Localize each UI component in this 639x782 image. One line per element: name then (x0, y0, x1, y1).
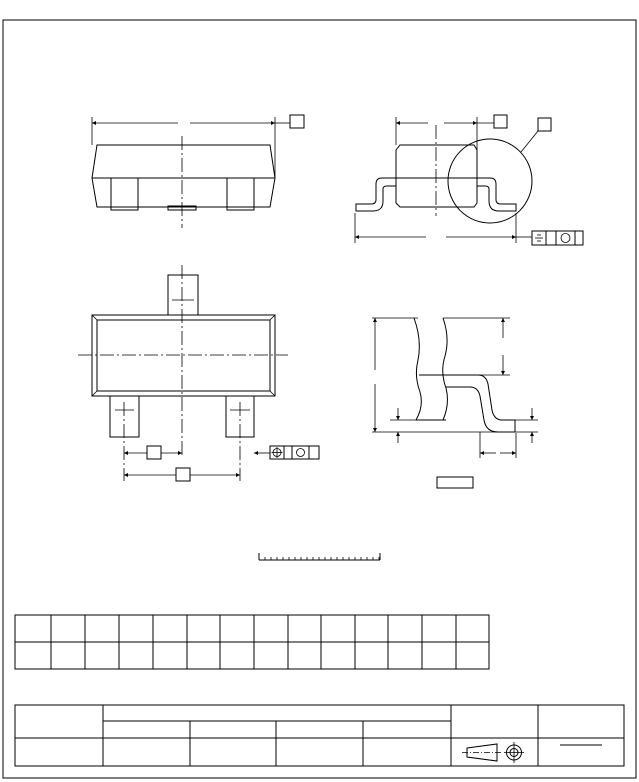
detail-lead (446, 375, 515, 432)
side-lead-right (477, 178, 516, 211)
detail-body-break-right (443, 318, 448, 420)
pitch-dim-label-box (147, 446, 161, 459)
dimension-table (15, 615, 489, 669)
top-body-corner-tr (270, 315, 275, 320)
first-angle-projection-icon (462, 742, 524, 763)
double-pitch-dim-label-box (176, 468, 190, 481)
detail-callout-circle (448, 139, 532, 223)
side-top-dim-label-box (494, 115, 507, 128)
top-view (78, 265, 319, 481)
position-icon (272, 447, 283, 458)
front-dim-label-box (290, 115, 304, 128)
title-block (15, 705, 624, 766)
front-lead-right (227, 178, 254, 210)
front-view (92, 115, 304, 228)
top-body-corner-tl (92, 315, 97, 320)
top-body-corner-br (270, 391, 275, 396)
top-body-outer (92, 315, 275, 396)
symmetry-icon (535, 235, 543, 241)
top-lead-upper (168, 275, 198, 315)
detail-callout-label-box (538, 118, 551, 131)
scale-bar (259, 553, 380, 560)
material-condition-circle-icon (561, 234, 570, 243)
side-body-outline (396, 145, 477, 207)
front-body-outline (92, 145, 275, 207)
symmetry-tolerance-frame (532, 231, 583, 245)
front-lead-left (111, 178, 138, 210)
side-view (355, 115, 583, 245)
material-condition-circle-icon (297, 449, 305, 457)
top-body-inner (97, 320, 270, 391)
side-lead-left (356, 178, 396, 211)
sheet-border (3, 20, 636, 778)
lead-detail-view (372, 318, 538, 488)
detail-callout-leader (521, 131, 538, 152)
top-body-corner-bl (92, 391, 97, 396)
title-block-border (15, 705, 624, 766)
detail-view-label-box (437, 477, 473, 488)
position-tolerance-frame (270, 446, 319, 459)
detail-body-break-left (414, 318, 421, 420)
top-lead-lower-left (110, 396, 139, 437)
